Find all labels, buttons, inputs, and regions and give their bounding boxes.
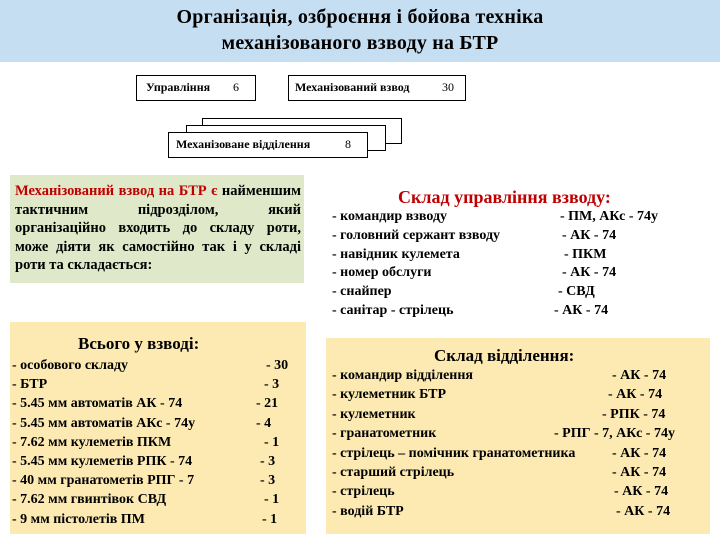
control-row-label: - головний сержант взводу (332, 227, 501, 243)
squad-row-value: - РПК - 74 (602, 406, 666, 422)
totals-row (12, 473, 276, 489)
org-platoon-count: 30 (442, 80, 454, 94)
squad-row-label: - водій БТР (332, 503, 404, 519)
control-row (332, 227, 617, 244)
org-platoon-label: Механізований взвод (295, 80, 410, 94)
totals-row-label: - БТР (12, 377, 48, 393)
totals-row-label: - 5.45 мм автоматів АК - 74 (12, 396, 183, 412)
squad-row (332, 406, 666, 423)
control-row (332, 303, 609, 319)
control-row-label: - снайпер (332, 284, 392, 300)
control-row-value: - АК - 74 (562, 265, 617, 281)
squad-row (332, 445, 667, 462)
squad-row-label: - командир відділення (332, 368, 473, 383)
totals-panel (10, 322, 306, 534)
definition-rest: найменшим тактичним підрозділом, який організаційно входить до складу роти, може діяти як самостійно так і у складі роти та складається: (15, 183, 301, 273)
page-title-line-2: механізованого взводу на БТР (221, 32, 499, 54)
totals-row-value: - 30 (266, 358, 289, 373)
squad-row-value: - АК - 74 (612, 368, 667, 383)
totals-row (12, 454, 276, 470)
totals-row (12, 415, 272, 432)
page-title-line-1: Організація, озброєння і бойова техніка (176, 6, 544, 28)
totals-row-value: - 3 (260, 473, 276, 489)
control-row-value: - ПКМ (564, 246, 607, 262)
totals-row-label: - 7.62 мм кулеметів ПКМ (12, 434, 172, 450)
control-row-value: - АК - 74 (554, 303, 609, 318)
totals-row-value: - 21 (256, 396, 279, 412)
squad-row-label: - кулеметник БТР (332, 387, 447, 403)
totals-row-value: - 3 (260, 454, 276, 469)
totals-title: Всього у взводі: (78, 334, 200, 353)
squad-row-label: - кулеметник (332, 406, 416, 422)
org-control-count: 6 (233, 80, 239, 94)
totals-row (12, 396, 279, 412)
squad-row (332, 387, 663, 403)
control-row (332, 265, 617, 281)
totals-row-label: - 9 мм пістолетів ПМ (12, 511, 145, 527)
title-banner (0, 0, 720, 62)
squad-composition-panel (326, 338, 710, 534)
squad-row-value: - АК - 74 (612, 465, 667, 480)
totals-row-value: - 3 (264, 377, 280, 393)
control-row (332, 209, 659, 225)
control-row-label: - навідник кулемета (332, 246, 460, 262)
org-control-label: Управління (146, 80, 211, 94)
squad-row-value: - АК - 74 (616, 503, 671, 519)
definition-panel (10, 175, 304, 283)
squad-row (332, 503, 671, 520)
control-row-value: - ПМ, АКс - 74у (560, 209, 659, 224)
control-row (332, 284, 595, 300)
squad-row-label: - старший стрілець (332, 465, 455, 480)
squad-row (332, 484, 669, 500)
org-box-platoon (288, 75, 466, 101)
totals-row-value: - 1 (264, 492, 280, 508)
squad-row-label: - стрілець – помічник гранатометника (332, 445, 576, 461)
totals-row (12, 377, 280, 393)
squad-row-value: - РПГ - 7, АКс - 74у (554, 426, 675, 442)
totals-row-label: - 40 мм гранатометів РПГ - 7 (12, 473, 195, 489)
squad-row-value: - АК - 74 (608, 387, 663, 403)
org-squad-count: 8 (345, 137, 351, 151)
org-box-control (136, 75, 256, 101)
squad-row-label: - гранатометник (332, 426, 437, 442)
control-composition-panel (328, 175, 708, 325)
control-row-value: - СВД (558, 284, 595, 300)
control-row-label: - санітар - стрілець (332, 303, 454, 318)
squad-row-label: - стрілець (332, 484, 395, 500)
totals-row-label: - 5.45 мм кулеметів РПК - 74 (12, 454, 193, 469)
control-title: Склад управління взводу: (398, 187, 611, 207)
totals-row (12, 492, 280, 508)
totals-row (12, 511, 278, 528)
squad-row (332, 426, 675, 442)
totals-row-label: - особового складу (12, 358, 129, 373)
totals-row-label: - 5.45 мм автоматів АКс - 74у (12, 415, 196, 431)
squad-row-value: - АК - 74 (614, 484, 669, 500)
totals-row (12, 358, 289, 374)
totals-row-label: - 7.62 мм гвинтівок СВД (12, 492, 167, 508)
definition-text (15, 182, 301, 275)
totals-row-value: - 4 (256, 415, 272, 431)
control-row-label: - номер обслуги (332, 265, 432, 281)
totals-row-value: - 1 (264, 434, 280, 450)
totals-row (12, 434, 280, 451)
squad-row (332, 465, 667, 481)
org-squad-label: Механізоване відділення (176, 137, 311, 151)
squad-row-value: - АК - 74 (612, 445, 667, 461)
definition-lead: Механізований взвод на БТР є (15, 183, 218, 199)
totals-row-value: - 1 (262, 511, 278, 527)
org-box-squad (168, 132, 368, 158)
control-row-label: - командир взводу (332, 209, 448, 224)
squad-row (332, 368, 667, 384)
squad-title: Склад відділення: (434, 346, 575, 365)
control-row (332, 246, 607, 263)
control-row-value: - АК - 74 (562, 227, 617, 243)
